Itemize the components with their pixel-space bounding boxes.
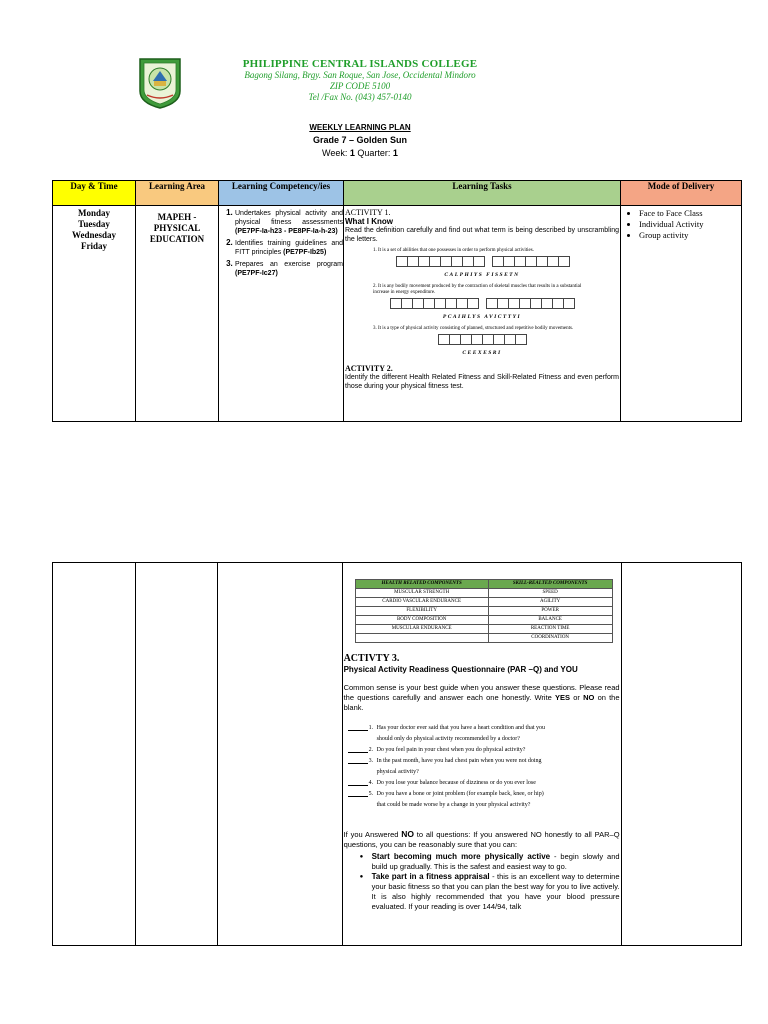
day-item: Friday: [81, 241, 107, 251]
answer-no-text: If you Answered NO to all questions: If you answered NO honestly to all PAR–Q questions, you can be reasonably sure that you can:: [343, 829, 620, 849]
scrambled-word-2: PCAIHLYS AVICTTYI: [442, 314, 522, 320]
area-line: MAPEH -: [157, 212, 197, 222]
skill-component: BALANCE: [488, 616, 612, 625]
activity2-text: Identify the different Health Related Fitness and Skill-Related Fitness and even perform those during your physical fitness test.: [345, 374, 619, 390]
header-day-time: Day & Time: [53, 181, 136, 206]
skill-component: REACTION TIME: [488, 625, 612, 634]
day-item: Monday: [77, 208, 110, 218]
college-address: Bagong Silang, Brgy. San Roque, San Jose, Occidental Mindoro: [244, 70, 476, 80]
grade-section: Grade 7 – Golden Sun: [312, 135, 408, 145]
scramble-question-3: 3. It is a type of physical activity consisting of planned, structured and repetitive bodily movements.: [373, 326, 574, 331]
plan-title: WEEKLY LEARNING PLAN: [309, 123, 411, 132]
parq-row: 2. Do you feel pain in your chest when you do physical activity?: [348, 745, 620, 756]
health-component: FLEXIBILITY: [355, 607, 488, 616]
parq-row: physical activity?: [376, 769, 419, 775]
parq-row: should only do physical activity recommended by a doctor?: [376, 736, 520, 742]
health-component: BODY COMPOSITION: [355, 616, 488, 625]
mode-item: • Group activity: [639, 230, 741, 240]
recommendation-item: ● Take part in a fitness appraisal - this is an excellent way to determine your basic fitness so that you can plan the best way for you to live actively. It is also highly recommended that you have your blood pressure evaluated. If your reading is over 144/94, talk: [360, 872, 620, 912]
college-seal-logo: [137, 57, 183, 109]
header-tasks: Learning Tasks: [344, 181, 621, 206]
recommendation-item: ● Start becoming much more physically active - begin slowly and build up gradually. This is the safest and easiest way to go.: [360, 852, 620, 872]
parq-row: 4. Do you lose your balance because of dizziness or do you ever lose: [348, 778, 620, 789]
health-component: MUSCULAR ENDURANCE: [355, 625, 488, 634]
health-component: CARDIO VASCULAR ENDURANCE: [355, 598, 488, 607]
activity3-subtitle: Physical Activity Readiness Questionnaire (PAR –Q) and YOU: [343, 665, 578, 674]
learning-plan-table-continued: [52, 562, 742, 946]
scramble-question-2: 2. It is any bodily movement produced by the contraction of skeletal muscles that results in a substantial increase in energy expenditure.: [373, 284, 582, 295]
empty-area-cell: [135, 563, 218, 946]
tasks-cell-continued: [342, 563, 621, 946]
competency-item: 3. Prepares an exercise program (PE7PF-Ic27): [235, 259, 343, 278]
header-learning-area: Learning Area: [136, 181, 219, 206]
activity2-title: ACTIVITY 2.: [345, 364, 393, 373]
area-line: PHYSICAL: [153, 223, 201, 233]
learning-area-cell: [136, 206, 219, 422]
activity1-title: ACTIVITY 1.: [345, 208, 391, 217]
week-quarter: Week: 1 Quarter: 1: [322, 148, 398, 158]
parq-row: 5. Do you have a bone or joint problem (for example back, knee, or hip): [348, 789, 620, 800]
answer-blank[interactable]: [348, 745, 368, 753]
activity1-instructions: Read the definition carefully and find out what term is being described by unscrambling the letters.: [345, 227, 619, 243]
skill-component: AGILITY: [488, 598, 612, 607]
answer-boxes-1: [345, 256, 619, 267]
competency-item: 1. Undertakes physical activity and physical fitness assessments (PE7PF-Ia-h23 - PE8PF-Ia-h-23): [235, 208, 343, 236]
activity1-subtitle: What I Know: [345, 217, 393, 226]
activity3-intro: Common sense is your best guide when you answer these questions. Please read the questions carefully and answer each one honestly. Write YES or NO on the blank.: [343, 683, 620, 712]
college-name: PHILIPPINE CENTRAL ISLANDS COLLEGE: [242, 58, 478, 70]
answer-blank[interactable]: [348, 778, 368, 786]
learning-plan-table: [52, 180, 742, 422]
health-components-header: HEALTH RELATED COMPONENTS: [355, 580, 488, 589]
answer-blank[interactable]: [348, 723, 368, 731]
answer-boxes-3: [345, 334, 619, 345]
scrambled-word-1: CALPHIYS FISSETN: [444, 272, 520, 278]
college-tel: Tel /Fax No. (043) 457-0140: [308, 92, 412, 102]
fitness-components-table: [355, 579, 613, 643]
competency-cell: [219, 206, 344, 422]
empty-mode-cell: [621, 563, 741, 946]
header-competency: Learning Competency/ies: [219, 181, 344, 206]
parq-row: 3. In the past month, have you had chest pain when you were not doing: [348, 756, 620, 767]
answer-blank[interactable]: [348, 756, 368, 764]
activity3-title: ACTIVTY 3.: [343, 653, 400, 664]
skill-component: POWER: [488, 607, 612, 616]
parq-row: that could be made worse by a change in your physical activity?: [376, 802, 531, 808]
parq-questions: [348, 723, 620, 811]
days-cell: [53, 206, 136, 422]
scrambled-word-3: CEEXESRI: [462, 350, 502, 356]
day-item: Tuesday: [78, 219, 110, 229]
area-line: EDUCATION: [149, 234, 205, 244]
skill-component: COORDINATION: [488, 634, 612, 643]
scramble-question-1: 1. It is a set of abilities that one possesses in order to perform physical activities.: [373, 248, 534, 253]
empty-day-cell: [53, 563, 136, 946]
competency-item: 2. Identifies training guidelines and FITT principles (PE7PF-Ib25): [235, 238, 343, 257]
parq-row: 1. Has your doctor ever said that you have a heart condition and that you: [348, 723, 620, 734]
skill-component: SPEED: [488, 589, 612, 598]
skill-components-header: SKILL-REALTED COMPONENTS: [488, 580, 612, 589]
health-component: [355, 634, 488, 643]
tasks-cell: [344, 206, 621, 422]
college-zip: ZIP CODE 5100: [329, 81, 391, 91]
empty-competency-cell: [218, 563, 342, 946]
header-mode: Mode of Delivery: [621, 181, 742, 206]
mode-item: • Individual Activity: [639, 219, 741, 229]
day-item: Wednesday: [71, 230, 116, 240]
answer-boxes-2: [345, 298, 619, 309]
answer-blank[interactable]: [348, 789, 368, 797]
recommendations-list: [344, 852, 620, 912]
mode-item: • Face to Face Class: [639, 208, 741, 218]
health-component: MUSCULAR STRENGTH: [355, 589, 488, 598]
mode-cell: [621, 206, 742, 422]
